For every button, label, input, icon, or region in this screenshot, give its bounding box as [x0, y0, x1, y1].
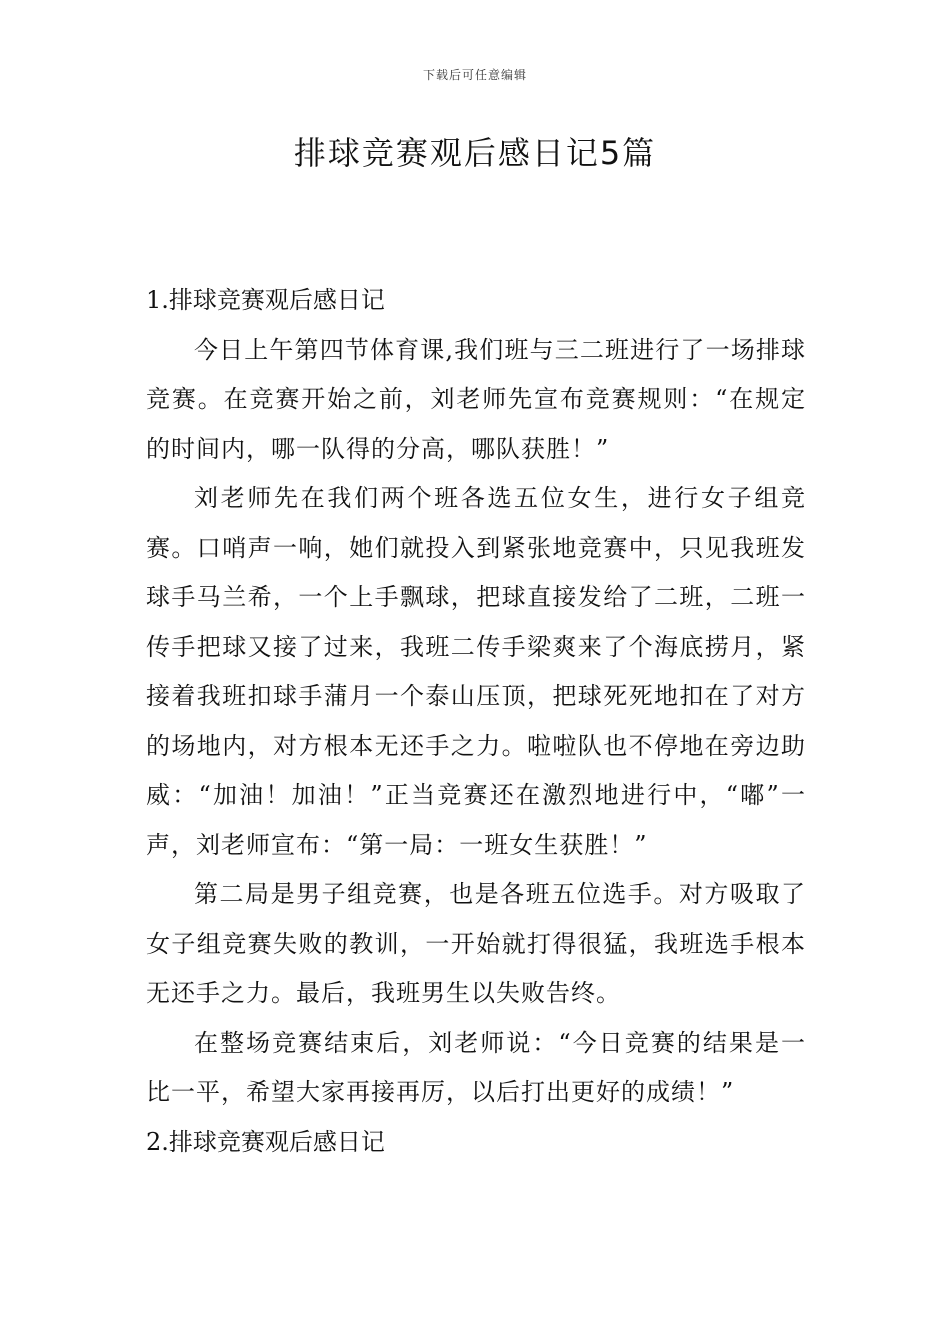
section-heading: 2.排球竞赛观后感日记 — [146, 1127, 385, 1156]
paragraph: 第二局是男子组竞赛，也是各班五位选手。对方吸取了女子组竞赛失败的教训，一开始就打得很猛，我班选手根本无还手之力。最后，我班男生以失败告终。 — [146, 880, 806, 1007]
header-note: 下载后可任意编辑 — [422, 68, 527, 82]
paragraph: 刘老师先在我们两个班各选五位女生，进行女子组竞赛。口哨声一响，她们就投入到紧张地竞赛中，只见我班发球手马兰希，一个上手飘球，把球直接发给了二班，二班一传手把球又接了过来，我班二传手梁爽来了个海底捞月，紧接着我班扣球手蒲月一个泰山压顶，把球死死地扣在了对方的场地内，对方根本无还手之力。啦啦队也不停地在旁边助威：“加油！加油！”正当竞赛还在激烈地进行中，“嘟”一声，刘老师宣布：“第一局：一班女生获胜！” — [146, 484, 806, 859]
document-title: 排球竞赛观后感日记5篇 — [293, 134, 657, 172]
paragraph: 在整场竞赛结束后，刘老师说：“今日竞赛的结果是一比一平，希望大家再接再厉，以后打出更好的成绩！” — [146, 1028, 806, 1106]
document-body — [146, 276, 806, 1167]
paragraph: 今日上午第四节体育课,我们班与三二班进行了一场排球竞赛。在竞赛开始之前，刘老师先宣布竞赛规则：“在规定的时间内，哪一队得的分高，哪队获胜！” — [146, 335, 806, 463]
section-heading: 1.排球竞赛观后感日记 — [146, 286, 385, 314]
